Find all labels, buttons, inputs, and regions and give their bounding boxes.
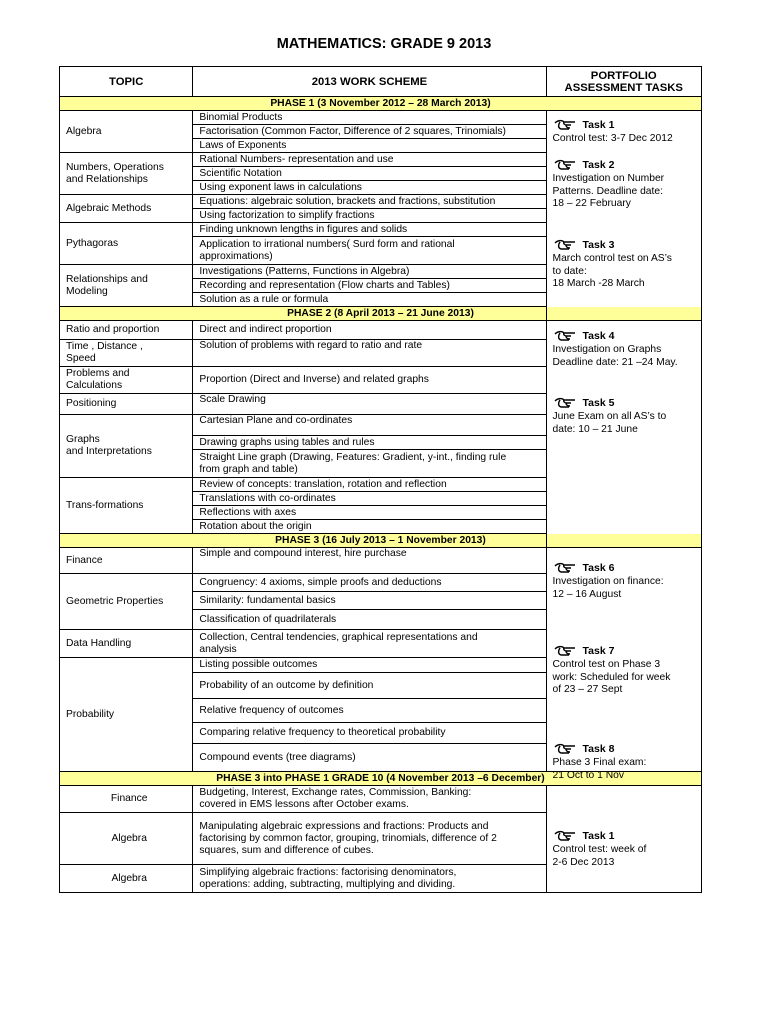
portfolio-header-line2: ASSESSMENT TASKS <box>564 81 683 94</box>
scheme-item: Direct and indirect proportion <box>193 321 546 340</box>
scheme-item <box>193 813 546 865</box>
scheme-item: Drawing graphs using tables and rules <box>193 436 546 450</box>
phase-2-label: PHASE 2 (8 April 2013 – 21 June 2013) <box>60 307 702 321</box>
scheme-item <box>193 630 546 658</box>
topic-positioning: Positioning <box>60 394 193 415</box>
phase-4-label: PHASE 3 into PHASE 1 GRADE 10 (4 November 2013 –6 December) <box>60 772 702 786</box>
topic-algebra-g10-fractions: Algebra <box>60 865 193 893</box>
scheme-item: Laws of Exponents <box>193 139 546 153</box>
topic-relationships <box>60 265 193 307</box>
pointing-hand-icon <box>553 397 577 409</box>
task-label: Task 2 <box>582 159 615 171</box>
task-desc: date: 10 – 21 June <box>552 423 638 435</box>
topic-time-distance-speed <box>60 340 193 367</box>
topic-transformations: Trans-formations <box>60 478 193 534</box>
scheme-item: Rotation about the origin <box>193 520 546 534</box>
task-desc: Control test: 3-7 Dec 2012 <box>552 133 673 144</box>
scheme-item: Proportion (Direct and Inverse) and related graphs <box>193 367 546 394</box>
topic-numbers <box>60 153 193 195</box>
topic-finance: Finance <box>60 548 193 574</box>
scheme-line: Collection, Central tendencies, graphical representations and <box>199 631 478 643</box>
scheme-item: Recording and representation (Flow charts and Tables) <box>193 279 546 293</box>
pointing-hand-icon <box>553 159 577 171</box>
task-desc: 18 – 22 February <box>552 198 631 209</box>
topic-geometric-properties: Geometric Properties <box>60 574 193 630</box>
pointing-hand-icon <box>553 562 577 574</box>
topic-finance-g10: Finance <box>60 786 193 813</box>
task-block <box>553 828 700 869</box>
phase-3-label: PHASE 3 (16 July 2013 – 1 November 2013) <box>60 534 702 548</box>
task-label: Task 3 <box>582 239 615 251</box>
task-block <box>553 560 700 601</box>
pointing-hand-icon <box>553 239 577 251</box>
task-block <box>553 117 700 146</box>
task-desc: to date: <box>552 265 587 277</box>
topic-line: Relationships and <box>66 273 148 285</box>
pointing-hand-icon <box>553 743 577 755</box>
topic-algebra: Algebra <box>60 111 193 153</box>
topic-line: and Relationships <box>66 173 148 185</box>
phase-1-label: PHASE 1 (3 November 2012 – 28 March 2013) <box>60 97 702 111</box>
task-desc: 21 Oct to 1 Nov <box>552 769 625 781</box>
scheme-item: Investigations (Patterns, Functions in Algebra) <box>193 265 546 279</box>
scheme-item <box>193 786 546 813</box>
scheme-line: factorising by common factor, grouping, trinomials, difference of 2 <box>199 832 497 844</box>
task-desc: work: Scheduled for week <box>552 671 671 683</box>
task-label: Task 1 <box>582 830 615 842</box>
scheme-item: Classification of quadrilaterals <box>193 610 546 630</box>
scheme-line: approximations) <box>199 250 273 262</box>
scheme-item: Comparing relative frequency to theoretical probability <box>193 723 546 744</box>
scheme-header: 2013 WORK SCHEME <box>193 67 546 97</box>
task-label: Task 4 <box>582 330 615 342</box>
task-desc: of 23 – 27 Sept <box>552 684 623 695</box>
task-block <box>553 395 700 436</box>
phase-3-tasks <box>546 548 702 781</box>
topic-graphs <box>60 415 193 478</box>
task-desc: Control test on Phase 3 <box>552 659 661 670</box>
page-title: MATHEMATICS: GRADE 9 2013 <box>276 36 492 52</box>
phase-2-tasks <box>546 321 702 548</box>
task-block <box>553 237 700 291</box>
scheme-item: Using exponent laws in calculations <box>193 181 546 195</box>
scheme-item: Factorisation (Common Factor, Difference of 2 squares, Trinomials) <box>193 125 546 139</box>
task-label: Task 7 <box>582 645 615 657</box>
scheme-line: Simplifying algebraic fractions: factorising denominators, <box>199 866 457 878</box>
task-block <box>553 157 700 211</box>
scheme-line: analysis <box>199 643 237 655</box>
task-label: Task 5 <box>582 397 615 409</box>
scheme-item: Review of concepts: translation, rotation and reflection <box>193 478 546 492</box>
task-desc: Phase 3 Final exam: <box>552 757 647 768</box>
scheme-item: Scientific Notation <box>193 167 546 181</box>
scheme-line: from graph and table) <box>199 463 298 475</box>
task-desc: Investigation on finance: <box>552 576 664 587</box>
scheme-item: Reflections with axes <box>193 506 546 520</box>
scheme-item: Simple and compound interest, hire purchase <box>193 548 546 574</box>
pointing-hand-icon <box>553 830 577 842</box>
portfolio-header <box>546 67 702 97</box>
scheme-item: Scale Drawing <box>193 394 546 415</box>
scheme-item: Probability of an outcome by definition <box>193 673 546 699</box>
scheme-item: Cartesian Plane and co-ordinates <box>193 415 546 436</box>
scheme-line: Manipulating algebraic expressions and fractions: Products and <box>199 820 489 832</box>
scheme-item: Listing possible outcomes <box>193 658 546 673</box>
scheme-item: Relative frequency of outcomes <box>193 699 546 723</box>
topic-algebraic-methods: Algebraic Methods <box>60 195 193 223</box>
task-desc: Patterns. Deadline date: <box>552 185 663 197</box>
scheme-line: squares, sum and difference of cubes. <box>199 844 374 856</box>
topic-line: and Interpretations <box>66 446 152 457</box>
phase-row <box>60 97 702 111</box>
grade-10-tasks <box>546 786 702 893</box>
task-block <box>553 741 700 782</box>
header-row <box>60 67 702 97</box>
task-block <box>553 643 700 697</box>
scheme-item: Solution of problems with regard to ratio and rate <box>193 340 546 367</box>
scheme-item: Compound events (tree diagrams) <box>193 744 546 772</box>
pointing-hand-icon <box>553 645 577 657</box>
scheme-line: covered in EMS lessons after October exams. <box>199 799 409 810</box>
task-desc: Deadline date: 21 –24 May. <box>552 356 678 368</box>
scheme-item: Binomial Products <box>193 111 546 125</box>
scheme-line: Budgeting, Interest, Exchange rates, Commission, Banking: <box>199 787 472 798</box>
task-desc: 2-6 Dec 2013 <box>552 856 615 868</box>
scheme-item: Solution as a rule or formula <box>193 293 546 307</box>
portfolio-header-line1: PORTFOLIO <box>590 69 657 82</box>
topic-line: Modeling <box>66 285 108 297</box>
scheme-item: Similarity: fundamental basics <box>193 592 546 610</box>
scheme-item <box>193 865 546 893</box>
task-desc: June Exam on all AS’s to <box>552 411 667 422</box>
scheme-item: Equations: algebraic solution, brackets and fractions, substitution <box>193 195 546 209</box>
topic-ratio: Ratio and proportion <box>60 321 193 340</box>
topic-line: Calculations <box>66 380 123 391</box>
task-desc: Control test: week of <box>552 844 647 855</box>
task-desc: 18 March -28 March <box>552 278 645 289</box>
topic-line: Numbers, Operations <box>66 161 164 173</box>
scheme-line: Straight Line graph (Drawing, Features: Gradient, y-int., finding rule <box>199 451 507 463</box>
scheme-item <box>193 450 546 478</box>
topic-pythagoras: Pythagoras <box>60 223 193 265</box>
task-block <box>553 328 700 369</box>
scheme-line: Application to irrational numbers( Surd form and rational <box>199 238 455 250</box>
scheme-item: Translations with co-ordinates <box>193 492 546 506</box>
task-desc: March control test on AS’s <box>552 253 672 264</box>
task-label: Task 1 <box>582 119 615 131</box>
topic-line: Time , Distance , <box>66 341 143 352</box>
scheme-line: operations: adding, subtracting, multiplying and dividing. <box>199 878 456 890</box>
topic-line: Graphs <box>66 434 100 445</box>
topic-line: Problems and <box>66 368 130 379</box>
scheme-item: Congruency: 4 axioms, simple proofs and deductions <box>193 574 546 592</box>
topic-line: Speed <box>66 353 96 364</box>
topic-algebra-g10: Algebra <box>60 813 193 865</box>
task-desc: Investigation on Number <box>552 173 665 184</box>
scheme-item: Finding unknown lengths in figures and solids <box>193 223 546 237</box>
task-label: Task 8 <box>582 743 615 755</box>
scheme-item <box>193 237 546 265</box>
task-desc: 12 – 16 August <box>552 588 622 600</box>
topic-problems <box>60 367 193 394</box>
topic-header: TOPIC <box>60 67 193 97</box>
scheme-item: Using factorization to simplify fractions <box>193 209 546 223</box>
topic-data-handling: Data Handling <box>60 630 193 658</box>
task-label: Task 6 <box>582 562 615 574</box>
pointing-hand-icon <box>553 119 577 131</box>
scheme-item: Rational Numbers- representation and use <box>193 153 546 167</box>
topic-probability: Probability <box>60 658 193 772</box>
work-scheme-table <box>59 66 702 893</box>
pointing-hand-icon <box>553 330 577 342</box>
phase-1-tasks <box>546 111 702 321</box>
task-desc: Investigation on Graphs <box>552 344 662 355</box>
